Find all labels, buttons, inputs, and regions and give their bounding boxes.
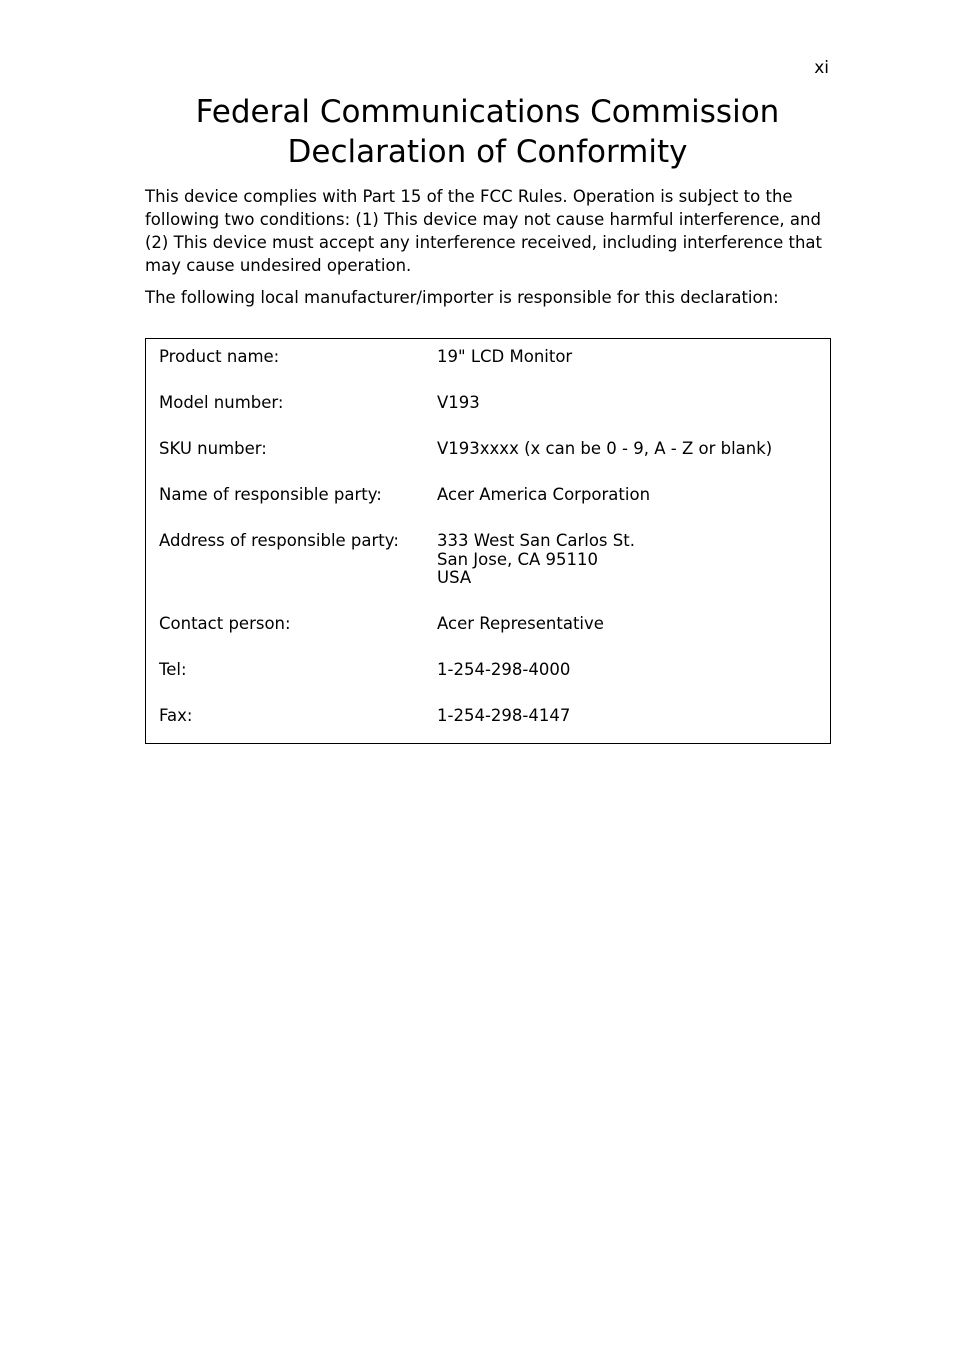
tel-value: 1-254-298-4000 (437, 660, 571, 679)
model-number-value: V193 (437, 393, 480, 412)
sku-number-value: V193xxxx (x can be 0 - 9, A - Z or blank) (437, 439, 773, 458)
product-name-value: 19" LCD Monitor (437, 347, 573, 366)
address-line-3: USA (437, 568, 472, 587)
contact-label: Contact person: (159, 614, 291, 633)
declaration-table (145, 338, 831, 744)
model-number-label: Model number: (159, 393, 284, 412)
contact-value: Acer Representative (437, 614, 604, 633)
tel-label: Tel: (159, 660, 187, 679)
responsibility-paragraph: The following local manufacturer/importer is responsible for this declaration: (145, 288, 779, 307)
page-title (145, 92, 830, 172)
address-value (437, 532, 635, 588)
address-label: Address of responsible party: (159, 531, 399, 550)
page-number: xi (814, 58, 829, 78)
compliance-paragraph: This device complies with Part 15 of the FCC Rules. Operation is subject to the following two conditions: (1) This device may not cause harmful interference, and (2) This device must accept any interference received, including interference that may cause undesired operation. (145, 187, 822, 275)
fax-label: Fax: (159, 706, 193, 725)
responsible-party-value: Acer America Corporation (437, 485, 651, 504)
title-line-2: Declaration of Conformity (287, 134, 688, 170)
title-line-1: Federal Communications Commission (195, 94, 780, 130)
address-line-2: San Jose, CA 95110 (437, 549, 599, 569)
product-name-label: Product name: (159, 347, 280, 366)
sku-number-label: SKU number: (159, 439, 267, 458)
address-line-1: 333 West San Carlos St. (437, 531, 635, 550)
fax-value: 1-254-298-4147 (437, 706, 571, 725)
responsible-party-label: Name of responsible party: (159, 485, 382, 504)
